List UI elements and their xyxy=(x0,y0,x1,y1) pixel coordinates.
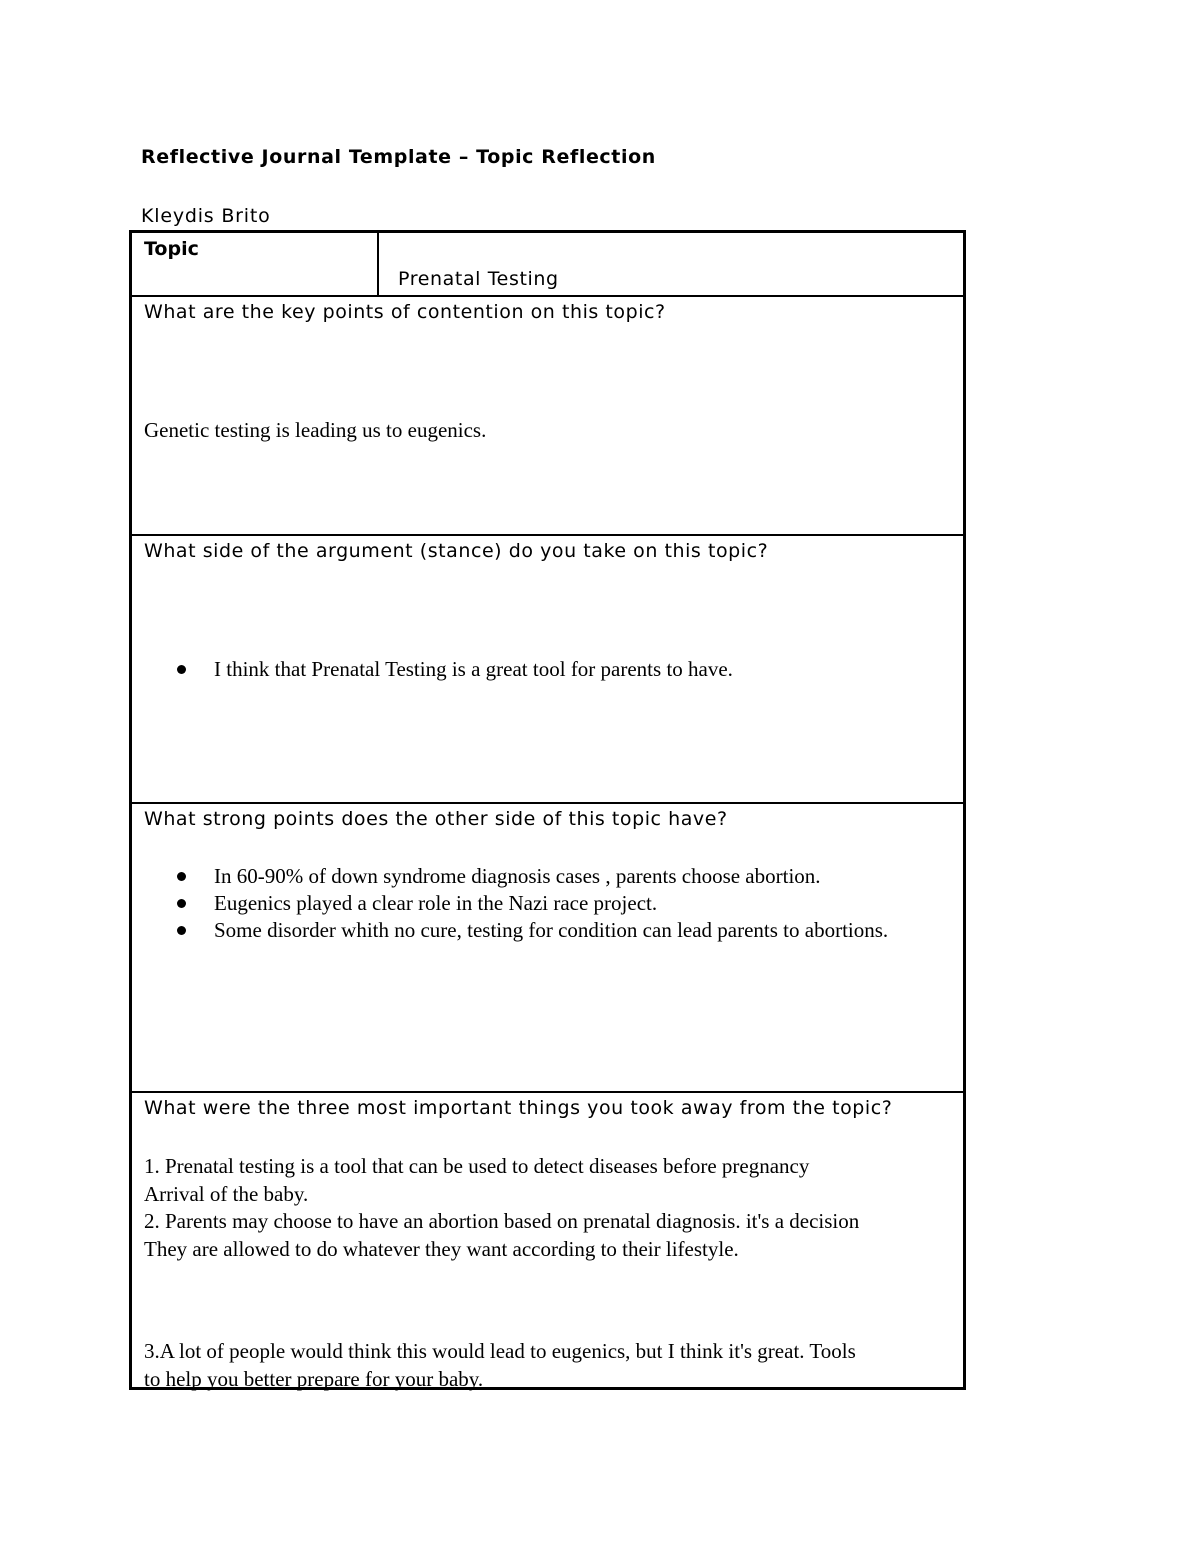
column-divider xyxy=(377,233,379,295)
takeaways-question: What were the three most important things you took away from the topic? xyxy=(144,1097,893,1119)
other-side-question: What strong points does the other side of this topic have? xyxy=(144,808,728,830)
bullet-icon xyxy=(177,872,186,881)
takeaway-line: Arrival of the baby. xyxy=(144,1182,309,1206)
contention-answer: Genetic testing is leading us to eugenics. xyxy=(144,418,487,442)
bullet-text: Eugenics played a clear role in the Nazi race project. xyxy=(214,891,658,915)
list-item xyxy=(172,917,903,944)
takeaway-item xyxy=(144,1152,949,1208)
stance-row xyxy=(132,534,963,802)
takeaway-line: 2. Parents may choose to have an abortion based on prenatal diagnosis. it's a decision xyxy=(144,1209,860,1233)
topic-row xyxy=(132,233,963,295)
reflection-table xyxy=(129,230,966,1390)
topic-value: Prenatal Testing xyxy=(398,268,559,290)
stance-bullet-list xyxy=(172,656,903,683)
takeaway-line: 1. Prenatal testing is a tool that can be used to detect diseases before pregnancy xyxy=(144,1154,810,1178)
topic-label: Topic xyxy=(144,238,199,260)
contention-row xyxy=(132,295,963,534)
bullet-icon xyxy=(177,926,186,935)
bullet-text: I think that Prenatal Testing is a great tool for parents to have. xyxy=(214,657,733,681)
other-side-row xyxy=(132,802,963,1091)
list-item xyxy=(172,863,903,890)
takeaway-item xyxy=(144,1337,949,1393)
document-title: Reflective Journal Template – Topic Reflection xyxy=(141,146,656,168)
list-item xyxy=(172,656,903,683)
takeaway-line: 3.A lot of people would think this would lead to eugenics, but I think it's great. Tools xyxy=(144,1339,856,1363)
stance-question: What side of the argument (stance) do you take on this topic? xyxy=(144,540,769,562)
takeaways-row xyxy=(132,1091,963,1390)
bullet-icon xyxy=(177,665,186,674)
takeaway-item xyxy=(144,1207,949,1263)
takeaway-line: They are allowed to do whatever they want according to their lifestyle. xyxy=(144,1237,739,1261)
bullet-text: Some disorder whith no cure, testing for condition can lead parents to abortions. xyxy=(214,918,889,942)
contention-question: What are the key points of contention on this topic? xyxy=(144,301,666,323)
takeaway-line: to help you better prepare for your baby. xyxy=(144,1367,484,1391)
other-side-bullet-list xyxy=(172,863,903,944)
author-name: Kleydis Brito xyxy=(141,205,271,227)
bullet-icon xyxy=(177,899,186,908)
list-item xyxy=(172,890,903,917)
bullet-text: In 60-90% of down syndrome diagnosis cases , parents choose abortion. xyxy=(214,864,821,888)
